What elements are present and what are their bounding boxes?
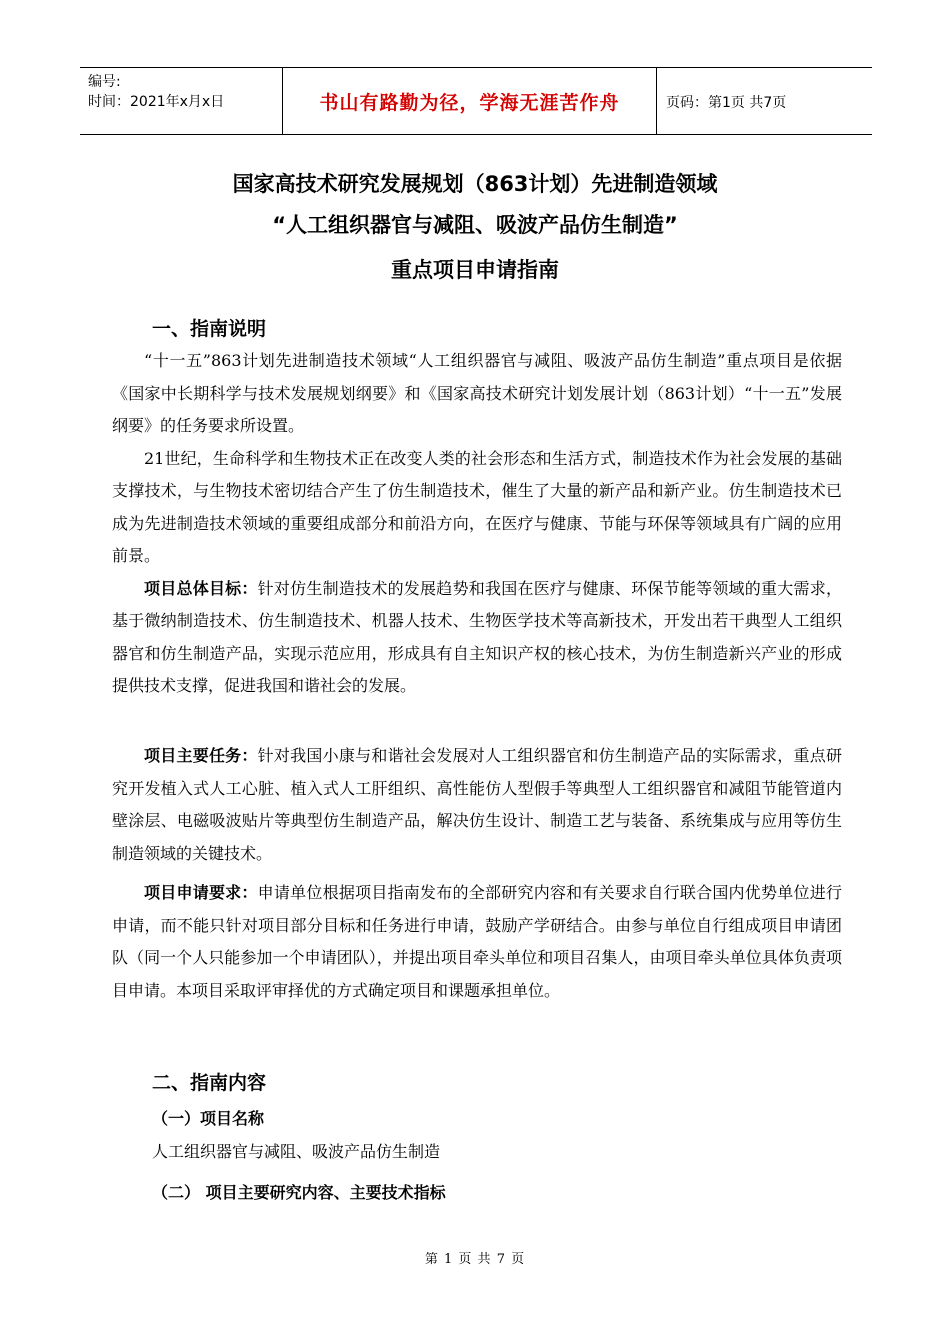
number-label: 编号: (88, 74, 121, 90)
page-footer: 第 1 页 共 7 页 (424, 1252, 526, 1267)
section1-body-tasks (112, 740, 842, 870)
header-divider (656, 68, 657, 135)
req-label: 项目申请要求： (144, 883, 258, 902)
section2-heading: 二、指南内容 (152, 1072, 267, 1094)
goal-label: 项目总体目标： (144, 578, 258, 598)
header-page-info: 页码：第1页 共7页 (666, 94, 787, 111)
subsection1-text: 人工组织器官与减阻、吸波产品仿生制造 (152, 1142, 441, 1161)
doc-title-line3: 重点项目申请指南 (391, 258, 559, 282)
section1-body-requirements (112, 877, 842, 1007)
task-text: 针对我国小康与和谐社会发展对人工组织器官和仿生制造产品的实际需求，重点研究开发植入式人工心脏、植入式人工肝组织、高性能仿人型假手等典型人工组织器官和减阻节能管道内壁涂层、电磁吸波贴片等典型仿生制造产品，解决仿生设计、制造工艺与装备、系统集成与应用等仿生制造领域的关键技术。 (112, 746, 842, 863)
req-text: 申请单位根据项目指南发布的全部研究内容和有关要求自行联合国内优势单位进行申请，而不能只针对项目部分目标和任务进行申请，鼓励产学研结合。由参与单位自行组成项目申请团队（同一个人只能参加一个申请团队），并提出项目牵头单位和项目召集人，由项目牵头单位具体负责项目申请。本项目采取评审择优的方式确定项目和课题承担单位。 (112, 883, 842, 1000)
paragraph-tasks (112, 740, 842, 870)
header-meta (88, 72, 288, 112)
page-header (80, 67, 872, 135)
doc-title-line2: “人工组织器官与减阻、吸波产品仿生制造” (272, 213, 678, 237)
paragraph-goal (112, 573, 842, 703)
section1-heading: 一、指南说明 (152, 318, 267, 340)
subsection2-heading: （二） 项目主要研究内容、主要技术指标 (152, 1183, 446, 1202)
subsection1-heading: （一）项目名称 (152, 1109, 265, 1128)
paragraph-requirements (112, 877, 842, 1007)
goal-text: 针对仿生制造技术的发展趋势和我国在医疗与健康、环保节能等领域的重大需求，基于微纳制造技术、仿生制造技术、机器人技术、生物医学技术等高新技术，开发出若干典型人工组织器官和仿生制造产品，实现示范应用，形成具有自主知识产权的核心技术，为仿生制造新兴产业的形成提供技术支撑，促进我国和谐社会的发展。 (112, 578, 842, 695)
section1-body (112, 345, 842, 703)
paragraph-context: 21世纪，生命科学和生物技术正在改变人类的社会形态和生活方式，制造技术作为社会发展的基础支撑技术，与生物技术密切结合产生了仿生制造技术，催生了大量的新产品和新产业。仿生制造技术已成为先进制造技术领域的重要组成部分和前沿方向，在医疗与健康、节能与环保等领域具有广阔的应用前景。 (112, 448, 842, 565)
doc-title-line1: 国家高技术研究发展规划（863计划）先进制造领域 (232, 172, 718, 196)
time-label: 时间：2021年x月x日 (88, 94, 225, 110)
paragraph-background: “十一五”863计划先进制造技术领域“人工组织器官与减阻、吸波产品仿生制造”重点项目是依据《国家中长期科学与技术发展规划纲要》和《国家高技术研究计划发展计划（863计划）“十一五”发展纲要》的任务要求所设置。 (112, 351, 842, 435)
task-label: 项目主要任务： (144, 746, 258, 765)
header-motto: 书山有路勤为径，学海无涯苦作舟 (319, 92, 620, 114)
